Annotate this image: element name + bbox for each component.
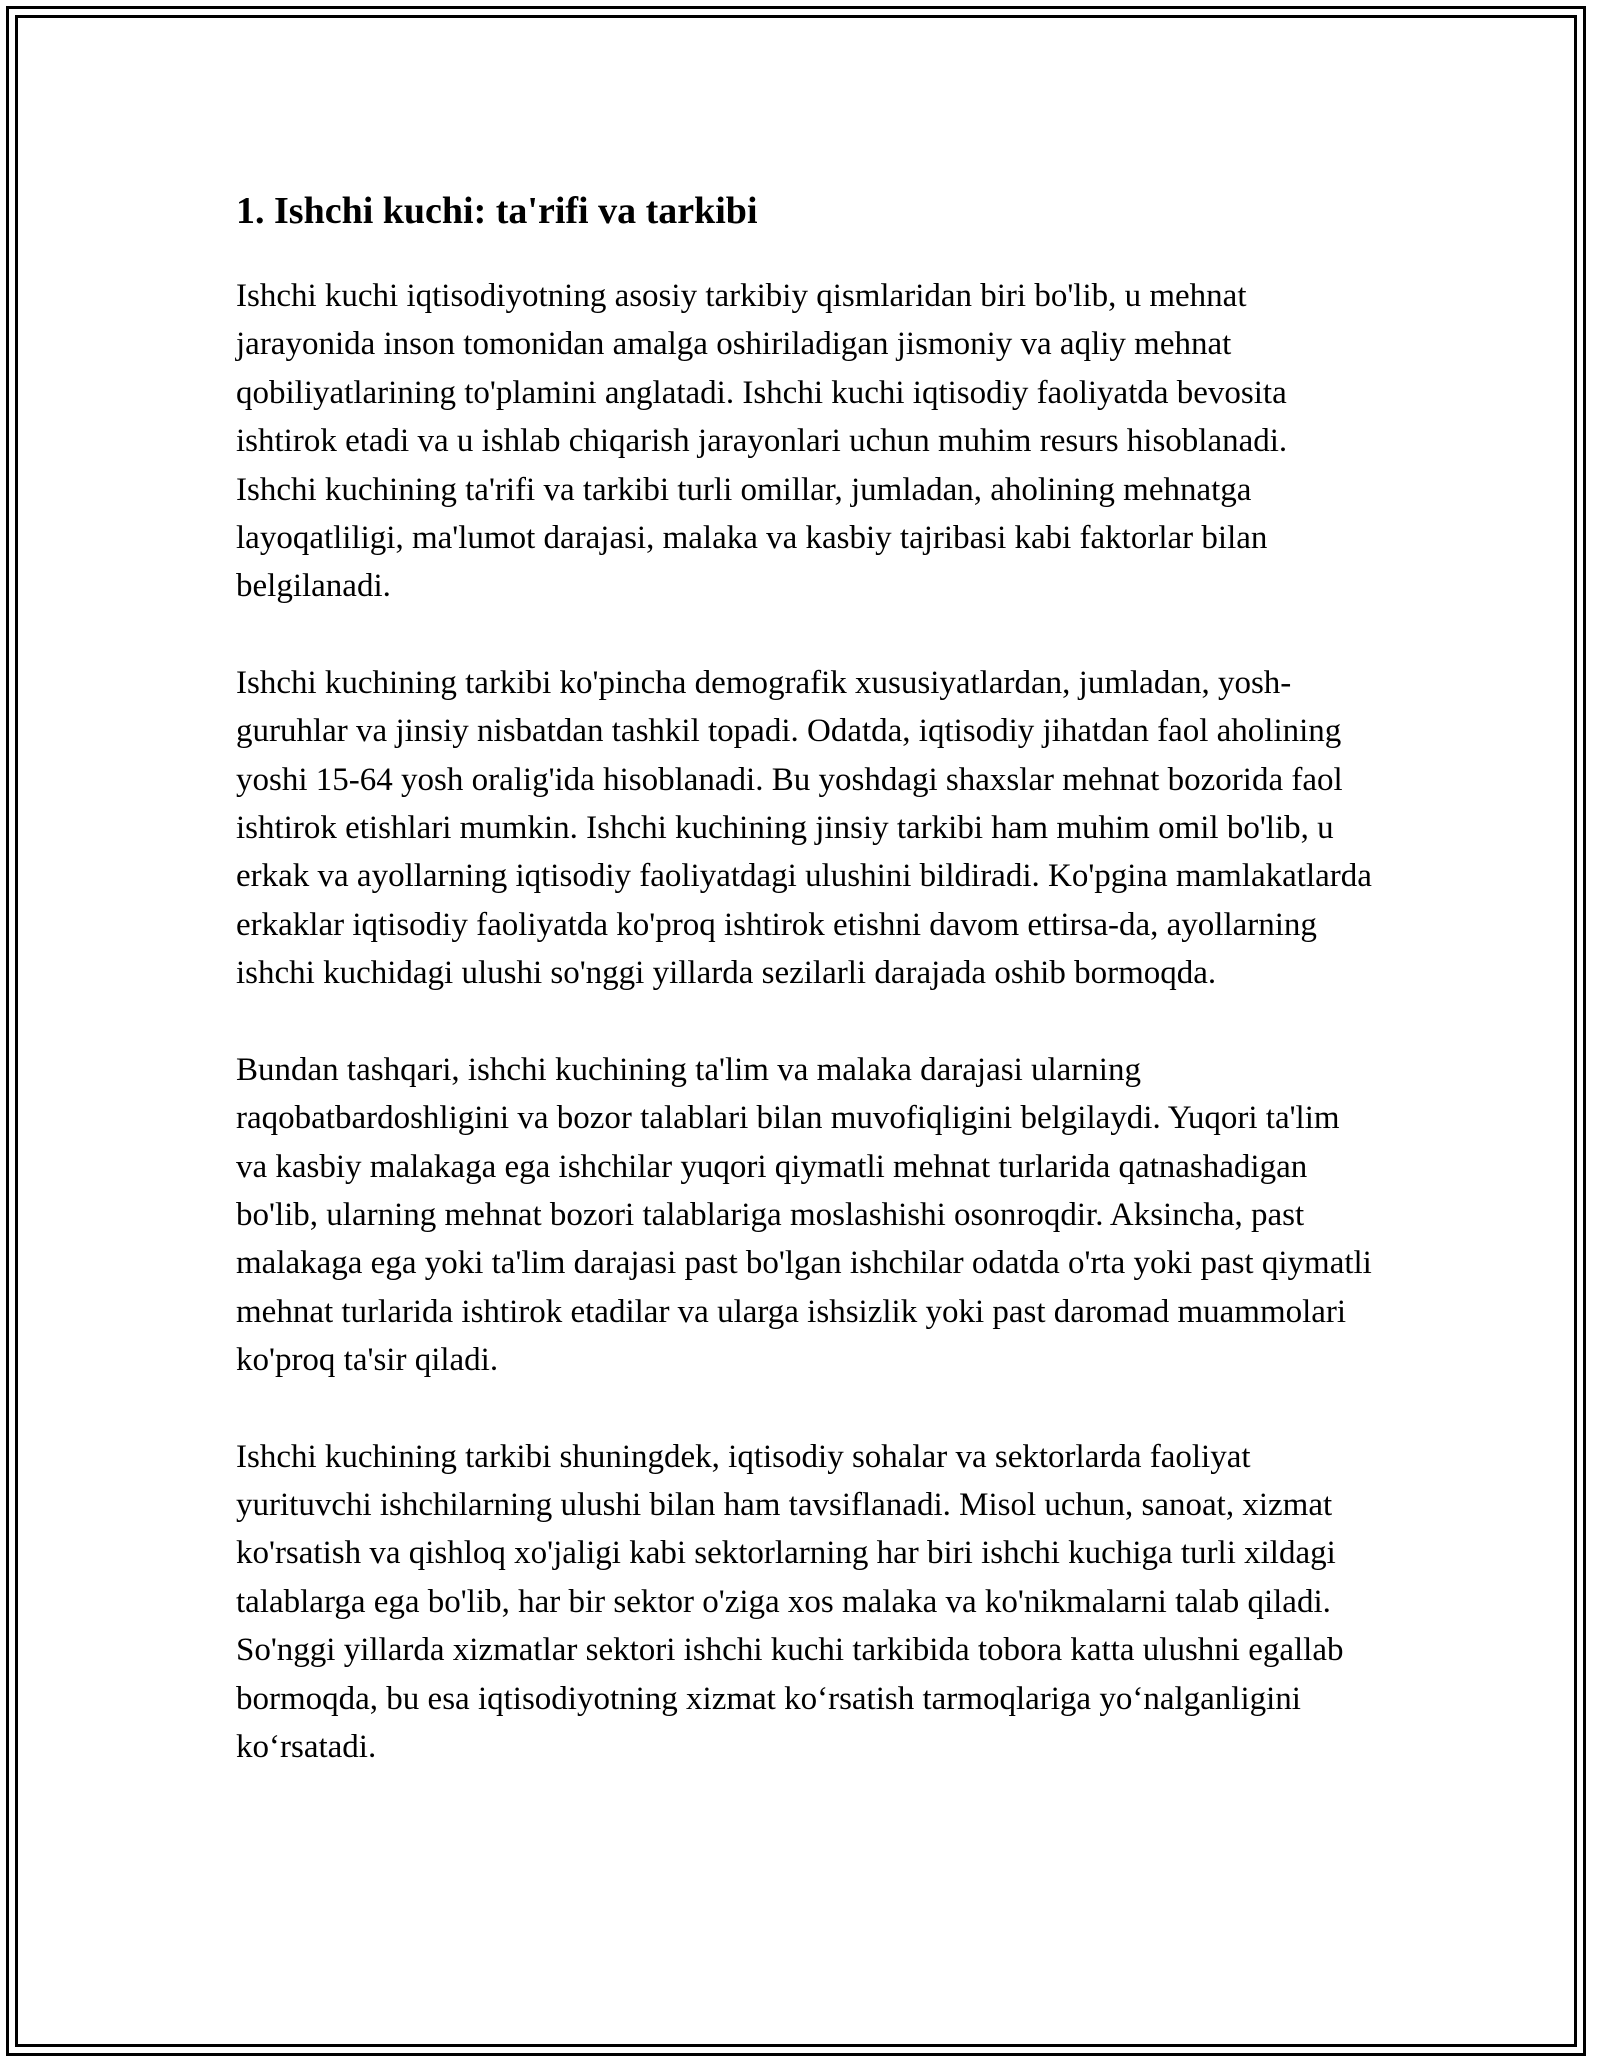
paragraph-1: Ishchi kuchi iqtisodiyotning asosiy tarkibiy qismlaridan biri bo'lib, u mehnat jarayonida inson tomonidan amalga oshiriladigan jismoniy va aqliy mehnat qobiliyatlarining to'plamini anglatadi. Ishchi kuchi iqtisodiy faoliyatda bevosita ishtirok etadi va u ishlab chiqarish jarayonlari uchun muhim resurs hisoblanadi. Ishchi kuchining ta'rifi va tarkibi turli omillar, jumladan, aholining mehnatga layoqatliligi, ma'lumot darajasi, malaka va kasbiy tajribasi kabi faktorlar bilan belgilanadi. bbox=[236, 278, 1288, 605]
paragraph-4: Ishchi kuchining tarkibi shuningdek, iqtisodiy sohalar va sektorlarda faoliyat yurituvchi ishchilarning ulushi bilan ham tavsiflanadi. Misol uchun, sanoat, xizmat ko'rsatish va qishloq xo'jaligi kabi sektorlarning har biri ishchi kuchiga turli xildagi talablarga ega bo'lib, har bir sektor o'ziga xos malaka va ko'nikmalarni talab qiladi. So'nggi yillarda xizmatlar sektori ishchi kuchi tarkibida tobora katta ulushni egallab bormoqda, bu esa iqtisodiyotning xizmat ko‘rsatish tarmoqlariga yo‘nalganligini ko‘rsatadi. bbox=[236, 1438, 1344, 1765]
section-heading: 1. Ishchi kuchi: ta'rifi va tarkibi bbox=[236, 190, 758, 232]
paragraph-2: Ishchi kuchining tarkibi ko'pincha demografik xususiyatlardan, jumladan, yosh-guruhlar va jinsiy nisbatdan tashkil topadi. Odatda, iqtisodiy jihatdan faol aholining yoshi 15-64 yosh oralig'ida hisoblanadi. Bu yoshdagi shaxslar mehnat bozorida faol ishtirok etishlari mumkin. Ishchi kuchining jinsiy tarkibi ham muhim omil bo'lib, u erkak va ayollarning iqtisodiy faoliyatdagi ulushini bildiradi. Ko'pgina mamlakatlarda erkaklar iqtisodiy faoliyatda ko'proq ishtirok etishni davom ettirsa-da, ayollarning ishchi kuchidagi ulushi so'nggi yillarda sezilarli darajada oshib bormoqda. bbox=[236, 664, 1372, 992]
paragraph-3: Bundan tashqari, ishchi kuchining ta'lim va malaka darajasi ularning raqobatbardoshligini va bozor talablari bilan muvofiqligini belgilaydi. Yuqori ta'lim va kasbiy malakaga ega ishchilar yuqori qiymatli mehnat turlarida qatnashadigan bo'lib, ularning mehnat bozori talablariga moslashishi osonroqdir. Aksincha, past malakaga ega yoki ta'lim darajasi past bo'lgan ishchilar odatda o'rta yoki past qiymatli mehnat turlarida ishtirok etadilar va ularga ishsizlik yoki past daromad muammolari ko'proq ta'sir qiladi. bbox=[236, 1051, 1372, 1379]
document-body bbox=[236, 186, 1376, 1819]
